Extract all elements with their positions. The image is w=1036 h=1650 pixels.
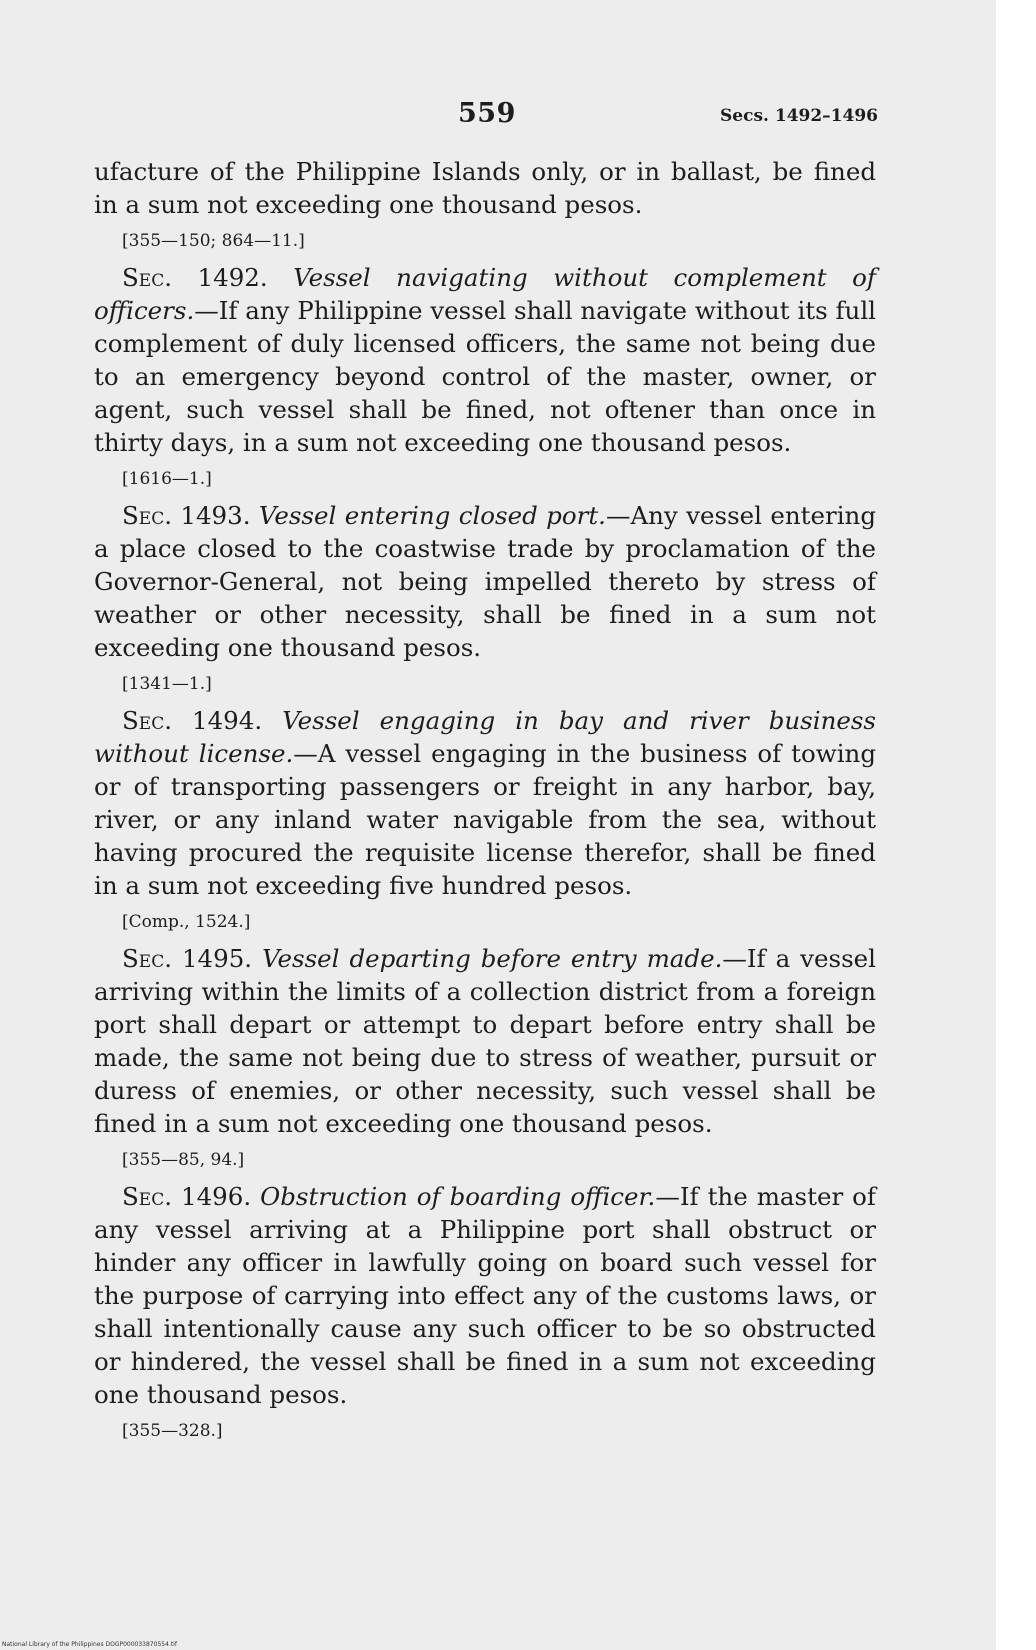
continuation-citation: [355—150; 864—11.] xyxy=(122,231,305,251)
section-text: —A vessel engaging in the business of towing or of transporting passengers or freight in any harbor, bay, river, or any inland water navigable from the sea, without having procured the requisite license therefor, shall be fined in a sum not exceeding five hundred pesos. xyxy=(94,739,877,900)
section-caption: Obstruction of boarding officer. xyxy=(260,1182,656,1211)
section-caption: Vessel departing before entry made. xyxy=(262,944,723,973)
section-text: —If any Philippine vessel shall navigate without its full complement of duly licensed officers, the same not being due to an emergency beyond control of the master, owner, or agent, such vessel shall be fined, not oftener than once in thirty days, in a sum not exceeding one thousand pesos. xyxy=(94,296,877,457)
section-label: Sec. 1495. xyxy=(122,944,253,973)
section-text: —If a vessel arriving within the limits of a collection district from a foreign port shall depart or attempt to depart before entry shall be made, the same not being due to stress of weather, pursuit or duress of enemies, or other necessity, such vessel shall be fined in a sum not exceeding one thousand pesos. xyxy=(94,944,876,1138)
section-label: Sec. 1492. xyxy=(122,263,268,292)
section-1494-citation: [Comp., 1524.] xyxy=(122,912,251,932)
section-1495 xyxy=(94,942,876,1140)
section-text: —Any vessel entering a place closed to the coastwise trade by proclamation of the Governor-General, not being impelled thereto by stress of weather or other necessity, shall be fined in a sum not exceeding one thousand pesos. xyxy=(94,501,877,662)
section-1493-citation: [1341—1.] xyxy=(122,674,212,694)
section-1495-citation: [355—85, 94.] xyxy=(122,1150,245,1170)
section-caption: Vessel navigating without complement of officers. xyxy=(94,263,876,325)
section-1494 xyxy=(94,704,876,902)
section-caption: Vessel engaging in bay and river business without license. xyxy=(94,706,876,768)
section-1492-citation: [1616—1.] xyxy=(122,469,212,489)
section-label: Sec. 1496. xyxy=(122,1182,252,1211)
page-header xyxy=(0,98,996,138)
page-number: 559 xyxy=(458,98,516,129)
section-label: Sec. 1493. xyxy=(122,501,251,530)
page-margin-strip xyxy=(996,0,1036,1650)
section-caption: Vessel entering closed port. xyxy=(258,501,606,530)
continuation-paragraph: ufacture of the Philippine Islands only, or in ballast, be fined in a sum not exceeding one thousand pesos. xyxy=(94,157,876,219)
section-1492 xyxy=(94,261,876,459)
section-1493 xyxy=(94,499,876,664)
section-1496-citation: [355—328.] xyxy=(122,1421,223,1441)
scan-credit: National Library of the Philippines DOGP000033870554.tif xyxy=(2,1641,177,1648)
section-label: Sec. 1494. xyxy=(122,706,263,735)
section-1496 xyxy=(94,1180,876,1411)
sections-reference: Secs. 1492–1496 xyxy=(720,106,878,126)
body-text xyxy=(94,155,876,1451)
section-text: —If the master of any vessel arriving at a Philippine port shall obstruct or hinder any officer in lawfully going on board such vessel for the purpose of carrying into effect any of the customs laws, or shall intentionally cause any such officer to be so obstructed or hindered, the vessel shall be fined in a sum not exceeding one thousand pesos. xyxy=(94,1182,876,1409)
